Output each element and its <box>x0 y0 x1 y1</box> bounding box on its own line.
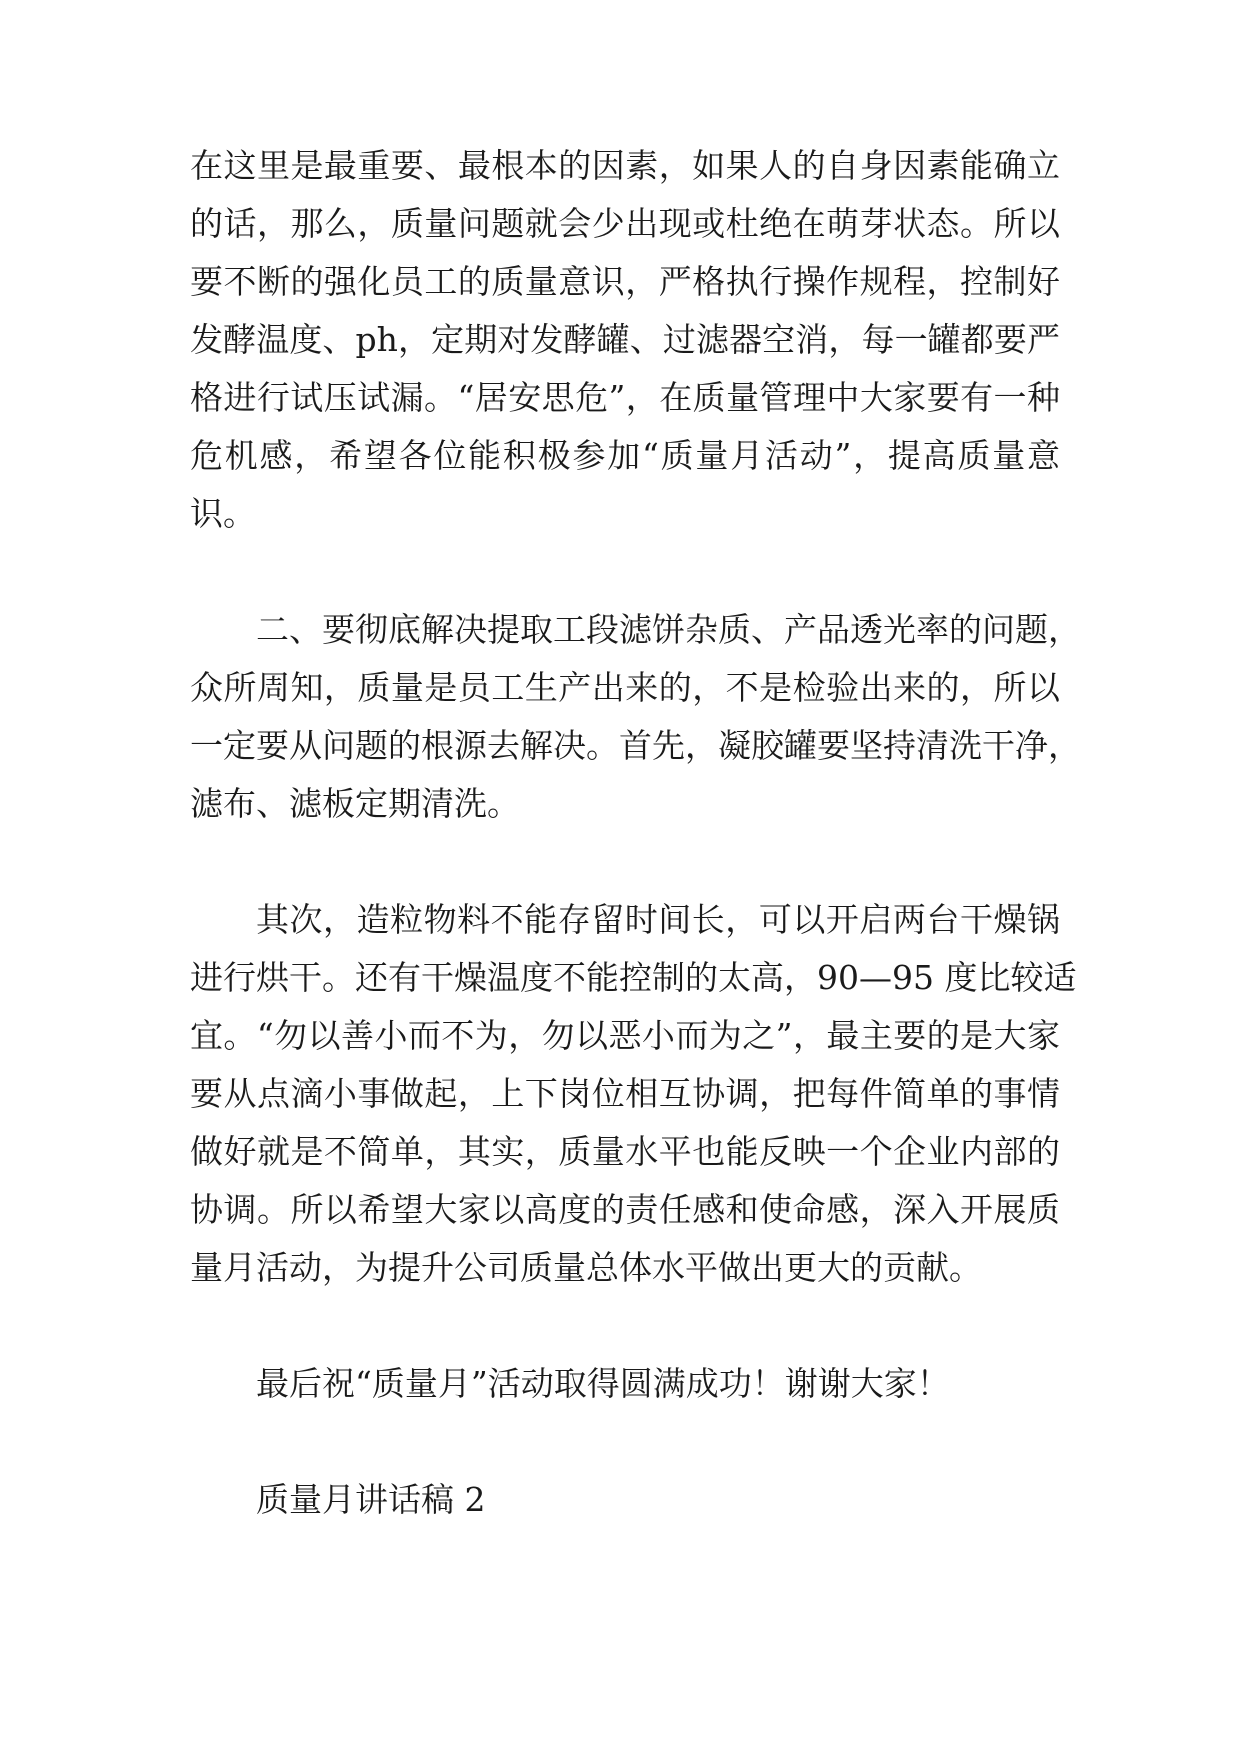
heading-line: 质量月讲话稿 2 <box>256 1480 486 1519</box>
text-line: 二、要彻底解决提取工段滤饼杂质、产品透光率的问题， <box>256 610 1081 649</box>
text-line: 其次，造粒物料不能存留时间长，可以开启两台干燥锅 <box>256 900 1060 939</box>
text-line: 量月活动，为提升公司质量总体水平做出更大的贡献。 <box>190 1248 982 1287</box>
text-line: 格进行试压试漏。“居安思危”，在质量管理中大家要有一种 <box>190 378 1060 417</box>
text-line: 发酵温度、ph，定期对发酵罐、过滤器空消，每一罐都要严 <box>190 320 1060 359</box>
text-line: 协调。所以希望大家以高度的责任感和使命感，深入开展质 <box>190 1190 1060 1229</box>
text-line: 危机感，希望各位能积极参加“质量月活动”，提高质量意 <box>190 436 1060 475</box>
text-line: 宜。“勿以善小而不为，勿以恶小而为之”，最主要的是大家 <box>190 1016 1060 1055</box>
text-line: 做好就是不简单，其实，质量水平也能反映一个企业内部的 <box>190 1132 1060 1171</box>
text-line: 滤布、滤板定期清洗。 <box>190 784 520 823</box>
text-line: 最后祝“质量月”活动取得圆满成功！谢谢大家！ <box>256 1364 950 1403</box>
text-line: 众所周知，质量是员工生产出来的，不是检验出来的，所以 <box>190 668 1060 707</box>
text-line: 在这里是最重要、最根本的因素，如果人的自身因素能确立 <box>190 146 1060 185</box>
text-line: 一定要从问题的根源去解决。首先，凝胶罐要坚持清洗干净， <box>190 726 1081 765</box>
text-line: 识。 <box>190 494 256 533</box>
text-line: 要从点滴小事做起，上下岗位相互协调，把每件简单的事情 <box>190 1074 1060 1113</box>
text-line: 进行烘干。还有干燥温度不能控制的太高，90—95 度比较适 <box>190 958 1077 997</box>
text-line: 要不断的强化员工的质量意识，严格执行操作规程，控制好 <box>190 262 1060 301</box>
text-line: 的话，那么，质量问题就会少出现或杜绝在萌芽状态。所以 <box>190 204 1060 243</box>
